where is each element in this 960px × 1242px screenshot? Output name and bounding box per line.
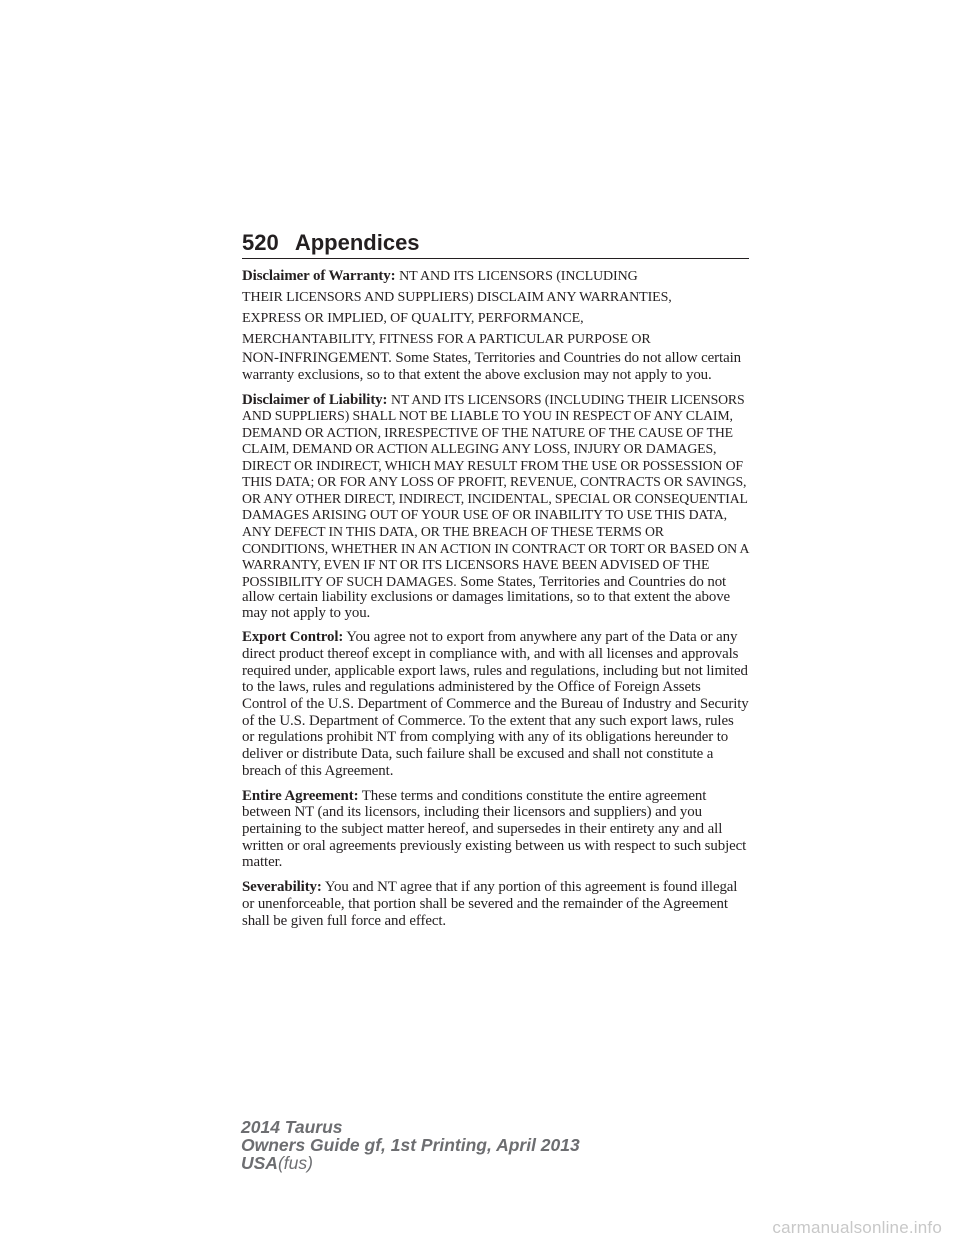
document-body bbox=[242, 266, 749, 937]
document-footer bbox=[241, 1118, 580, 1172]
disclaimer-of-liability-paragraph bbox=[242, 392, 749, 622]
warranty-caps-line-1: NT AND ITS LICENSORS (INCLUDING bbox=[399, 269, 638, 284]
disclaimer-of-warranty-paragraph bbox=[242, 266, 749, 384]
entire-agreement-label: Entire Agreement: bbox=[242, 787, 359, 804]
entire-agreement-paragraph bbox=[242, 788, 749, 872]
severability-text: You and NT agree that if any portion of this agreement is found illegal or unenforceable, that portion shall be severed and the remainder of the Agreement shall be given full force and effect. bbox=[242, 879, 738, 929]
export-control-paragraph bbox=[242, 629, 749, 779]
watermark-text: carmanualsonline.info bbox=[772, 1218, 942, 1237]
warranty-body-text: NON-INFRINGEMENT. Some States, Territories and Countries do not allow certain warranty exclusions, so to that extent the above exclusion may not apply to you. bbox=[242, 350, 741, 383]
liability-body-text: Some States, Territories and Countries do not allow certain liability exclusions or damages limitations, so to that extent the above may not apply to you. bbox=[242, 573, 731, 621]
export-control-label: Export Control: bbox=[242, 629, 344, 646]
warranty-line-1 bbox=[242, 266, 749, 287]
page-header bbox=[242, 228, 749, 259]
footer-region: USA bbox=[241, 1153, 278, 1173]
severability-paragraph bbox=[242, 879, 749, 929]
warranty-caps-line-2: THEIR LICENSORS AND SUPPLIERS) DISCLAIM ANY WARRANTIES, bbox=[242, 290, 672, 305]
disclaimer-of-liability-label: Disclaimer of Liability: bbox=[242, 391, 388, 408]
export-control-text: You agree not to export from anywhere any part of the Data or any direct product thereof except in compliance with, and with all licenses and approvals required under, applicable export laws, rules and regulations, including but not limited to the laws, rules and regulations administered by the Office of Foreign Assets Control of the U.S. Department of Commerce and the Bureau of Industry and Security of the U.S. Department of Commerce. To the extent that any such export laws, rules or regulations prohibit NT from complying with any of its obligations hereunder to deliver or distribute Data, such failure shall be excused and shall not constitute a breach of this Agreement. bbox=[242, 629, 749, 779]
disclaimer-of-warranty-label: Disclaimer of Warranty: bbox=[242, 268, 396, 284]
warranty-caps-line-4: MERCHANTABILITY, FITNESS FOR A PARTICULAR PURPOSE OR bbox=[242, 332, 651, 347]
severability-label: Severability: bbox=[242, 879, 322, 896]
page-number: 520 bbox=[242, 230, 279, 255]
footer-guide-line: Owners Guide gf, 1st Printing, April 2013 bbox=[241, 1135, 580, 1155]
section-title: Appendices bbox=[294, 230, 420, 255]
footer-region-code: (fus) bbox=[277, 1153, 313, 1173]
liability-caps-text: NT AND ITS LICENSORS (INCLUDING THEIR LICENSORS AND SUPPLIERS) SHALL NOT BE LIABLE TO YOU IN RESPECT OF ANY CLAIM, DEMAND OR ACTION, IRRESPECTIVE OF THE NATURE OF THE CAUSE OF THE CLAIM, DEMAND OR ACTION ALLEGING ANY LOSS, INJURY OR DAMAGES, DIRECT OR INDIRECT, WHICH MAY RESULT FROM THE USE OR POSSESSION OF THIS DATA; OR FOR ANY LOSS OF PROFIT, REVENUE, CONTRACTS OR SAVINGS, OR ANY OTHER DIRECT, INDIRECT, INCIDENTAL, SPECIAL OR CONSEQUENTIAL DAMAGES ARISING OUT OF YOUR USE OF OR INABILITY TO USE THIS DATA, ANY DEFECT IN THIS DATA, OR THE BREACH OF THESE TERMS OR CONDITIONS, WHETHER IN AN ACTION IN CONTRACT OR TORT OR BASED ON A WARRANTY, EVEN IF NT OR ITS LICENSORS HAVE BEEN ADVISED OF THE POSSIBILITY OF SUCH DAMAGES. bbox=[242, 391, 749, 589]
warranty-caps-line-3: EXPRESS OR IMPLIED, OF QUALITY, PERFORMANCE, bbox=[242, 311, 584, 326]
footer-model-line: 2014 Taurus bbox=[241, 1117, 343, 1137]
footer-region-line bbox=[241, 1154, 580, 1172]
entire-agreement-text: These terms and conditions constitute the entire agreement between NT (and its licensors, including their licensors and suppliers) and you pertaining to the subject matter hereof, and supersedes in their entirety any and all written or oral agreements previously existing between us with respect to such subject matter. bbox=[242, 787, 747, 871]
